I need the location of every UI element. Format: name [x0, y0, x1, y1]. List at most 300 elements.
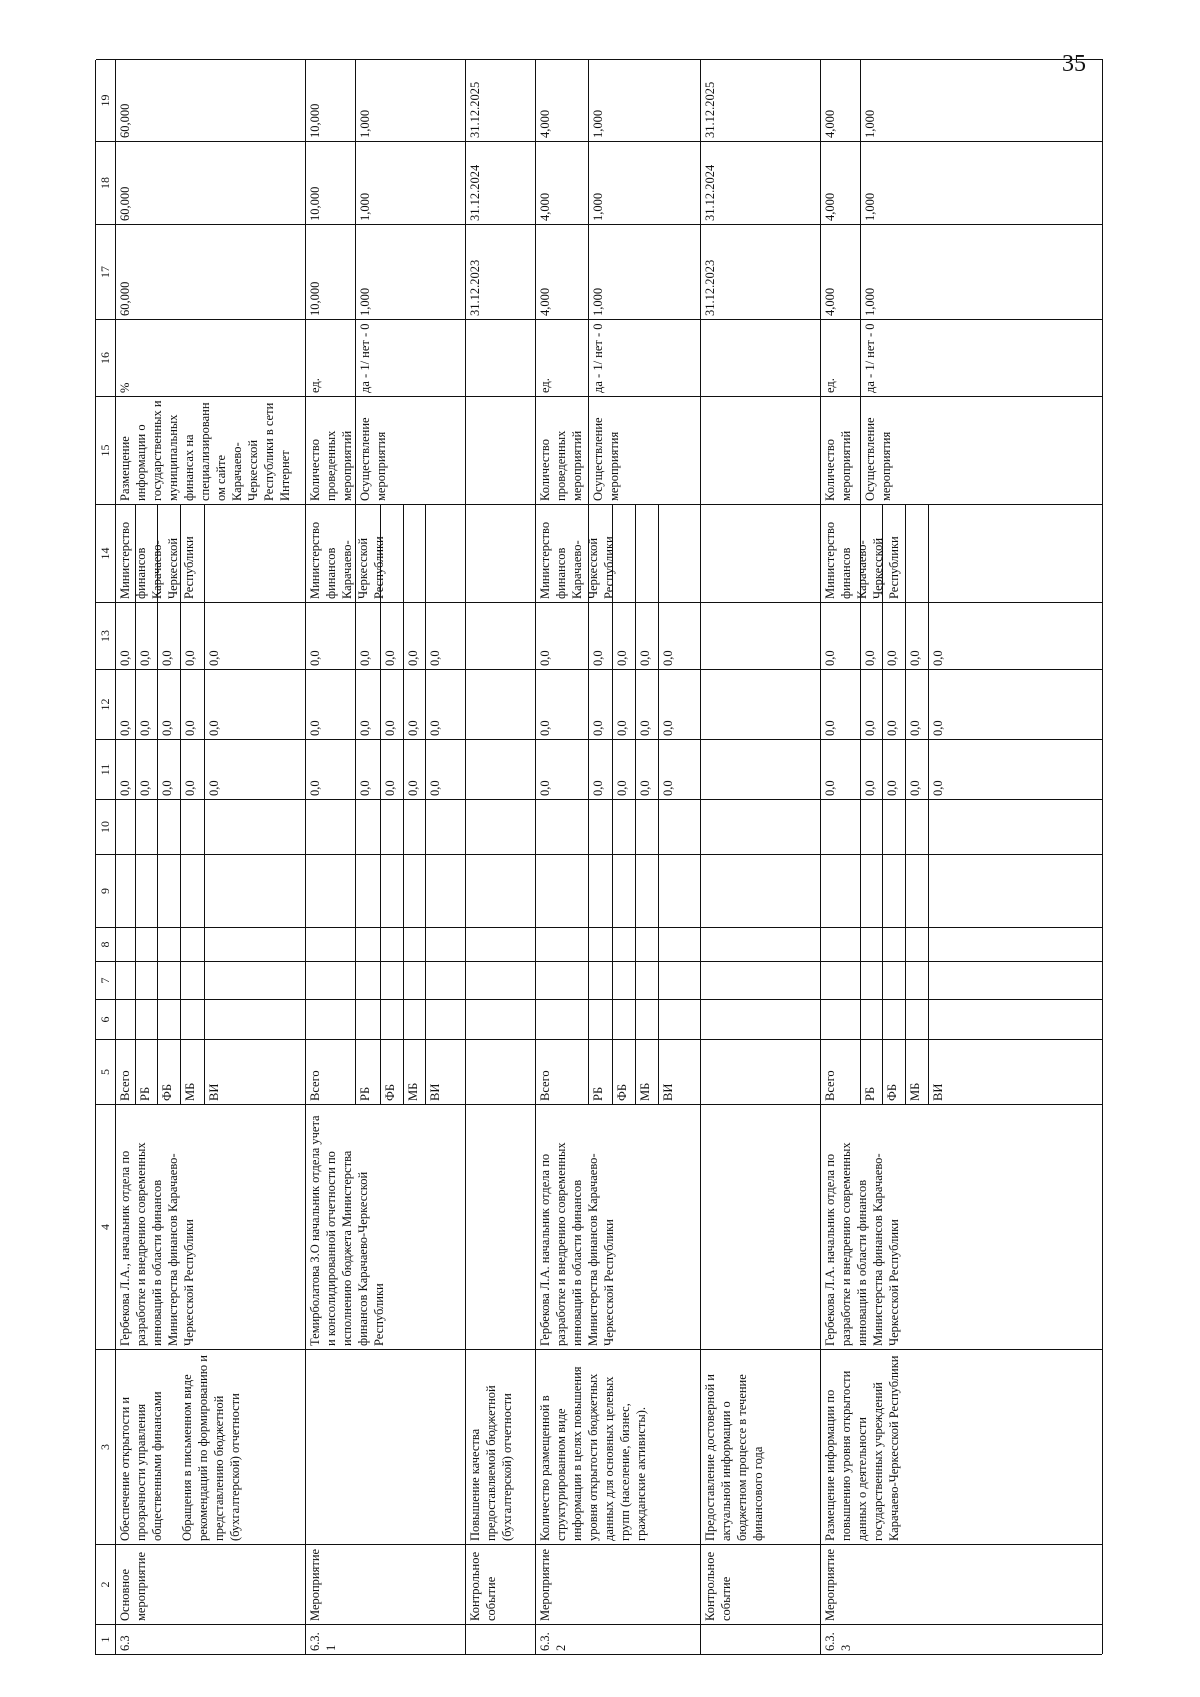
row-divider [612, 504, 613, 602]
empty-cell [536, 799, 589, 854]
empty-cell [659, 999, 701, 1039]
column-number-7: 7 [96, 961, 116, 999]
column-number-4: 4 [96, 1104, 116, 1349]
indicator-value-col18: 60,000 [116, 141, 306, 224]
empty-cell [116, 999, 136, 1039]
empty-cell [883, 961, 906, 999]
funding-value: 0,0 [158, 602, 181, 669]
indicator-value-col19: 10,000 [306, 59, 356, 141]
control-event-name: Предоставление достоверной и актуальной информации о бюджетном процессе в течение финансового года [701, 1349, 821, 1544]
row-divider [204, 504, 205, 602]
empty-cell [466, 396, 536, 504]
column-number-19: 19 [96, 59, 116, 141]
control-event-date: 31.12.2025 [466, 59, 536, 141]
empty-cell [116, 854, 136, 927]
empty-cell [136, 854, 158, 927]
empty-cell [861, 854, 883, 927]
empty-cell [929, 927, 1103, 961]
funding-value: 0,0 [181, 602, 205, 669]
funding-value: 0,0 [158, 669, 181, 739]
funding-value: 0,0 [613, 739, 636, 799]
funding-value: 0,0 [589, 739, 613, 799]
empty-cell [701, 927, 821, 961]
empty-cell [381, 927, 404, 961]
indicator-value-col17: 1,000 [861, 224, 1103, 319]
column-number-12: 12 [96, 669, 116, 739]
funding-value: 0,0 [861, 669, 883, 739]
funding-value: 0,0 [381, 739, 404, 799]
funding-value: 0,0 [589, 602, 613, 669]
indicator-value-col17: 1,000 [356, 224, 466, 319]
empty-cell [701, 999, 821, 1039]
empty-cell [701, 504, 821, 602]
empty-cell [466, 602, 536, 669]
funding-value: 0,0 [306, 602, 356, 669]
funding-source-label: ВИ [205, 1039, 306, 1104]
indicator-value-col19: 4,000 [536, 59, 589, 141]
activity-name [116, 1349, 306, 1544]
indicator-value-col18: 1,000 [356, 141, 466, 224]
empty-cell [701, 1104, 821, 1349]
control-event-date: 31.12.2023 [466, 224, 536, 319]
funding-source-label: ФБ [158, 1039, 181, 1104]
indicator-name: Осуществление мероприятия [861, 396, 1103, 504]
row-divider [403, 504, 404, 602]
empty-cell [466, 669, 536, 739]
funding-value: 0,0 [426, 739, 466, 799]
funding-source-label: МБ [636, 1039, 659, 1104]
row-divider [882, 504, 883, 602]
empty-cell [466, 504, 536, 602]
indicator-unit: ед. [536, 319, 589, 396]
activity-type: Мероприятие [306, 1544, 466, 1624]
empty-cell [306, 927, 356, 961]
row-divider [658, 504, 659, 602]
funding-value: 0,0 [306, 739, 356, 799]
empty-cell [861, 799, 883, 854]
executor: Министерство финансов Карачаево-Черкесской Республики [536, 504, 701, 602]
empty-cell [404, 927, 426, 961]
empty-cell [589, 961, 613, 999]
funding-value: 0,0 [136, 669, 158, 739]
indicator-value-col17: 1,000 [589, 224, 701, 319]
funding-source-label: РБ [356, 1039, 381, 1104]
empty-cell [861, 927, 883, 961]
row-number: 6.3 [116, 1624, 306, 1654]
indicator-value-col18: 10,000 [306, 141, 356, 224]
indicator-value-col17: 60,000 [116, 224, 306, 319]
row-divider [135, 504, 136, 602]
funding-value: 0,0 [356, 602, 381, 669]
indicator-value-col18: 4,000 [536, 141, 589, 224]
column-number-6: 6 [96, 999, 116, 1039]
row-divider [355, 504, 356, 602]
responsible-person: Гербекова Л.А., начальник отдела по разработке и внедрению современных инноваций в области финансов Министерства финансов Карачаево-Черкесской Республики [116, 1104, 306, 1349]
funding-value: 0,0 [381, 602, 404, 669]
empty-cell [381, 799, 404, 854]
empty-cell [701, 739, 821, 799]
empty-cell [613, 999, 636, 1039]
empty-cell [821, 927, 861, 961]
column-number-3: 3 [96, 1349, 116, 1544]
row-number-cell [466, 1624, 536, 1654]
activity-note-text: Обращения в письменном виде рекомендаций по формированию и представлению бюджетной (бухгалтерской) отчетности [180, 1355, 242, 1541]
empty-cell [356, 854, 381, 927]
empty-cell [701, 669, 821, 739]
empty-cell [821, 799, 861, 854]
indicator-name: Осуществление мероприятия [589, 396, 701, 504]
empty-cell [636, 999, 659, 1039]
page-number: 35 [1062, 51, 1086, 77]
empty-cell [906, 961, 929, 999]
empty-cell [404, 999, 426, 1039]
empty-cell [136, 799, 158, 854]
empty-cell [466, 1039, 536, 1104]
empty-cell [883, 999, 906, 1039]
column-number-11: 11 [96, 739, 116, 799]
indicator-unit: да - 1/ нет - 0 [861, 319, 1103, 396]
empty-cell [589, 927, 613, 961]
indicator-name: Количество проведенных мероприятий [306, 396, 356, 504]
empty-cell [136, 961, 158, 999]
empty-cell [821, 854, 861, 927]
row-divider [905, 504, 906, 602]
empty-cell [613, 799, 636, 854]
empty-cell [883, 799, 906, 854]
funding-value: 0,0 [404, 602, 426, 669]
empty-cell [636, 927, 659, 961]
empty-cell [536, 927, 589, 961]
empty-cell [181, 961, 205, 999]
funding-value: 0,0 [861, 602, 883, 669]
funding-source-label: МБ [404, 1039, 426, 1104]
indicator-unit: % [116, 319, 306, 396]
funding-value: 0,0 [536, 602, 589, 669]
funding-value: 0,0 [426, 669, 466, 739]
control-event-name: Повышение качества предоставляемой бюджетной (бухгалтерской) отчетности [466, 1349, 536, 1544]
funding-value: 0,0 [306, 669, 356, 739]
funding-source-label: Всего [116, 1039, 136, 1104]
empty-cell [821, 961, 861, 999]
funding-source-label: Всего [306, 1039, 356, 1104]
funding-value: 0,0 [929, 669, 1103, 739]
indicator-name: Осуществление мероприятия [356, 396, 466, 504]
funding-value: 0,0 [536, 669, 589, 739]
funding-value: 0,0 [929, 602, 1103, 669]
empty-cell [205, 999, 306, 1039]
empty-cell [426, 927, 466, 961]
empty-cell [466, 799, 536, 854]
responsible-person: Гербекова Л.А. начальник отдела по разработке и внедрению современных инноваций в области финансов Министерства финансов Карачаево-Черкесской Республики [536, 1104, 701, 1349]
column-number-8: 8 [96, 927, 116, 961]
funding-value: 0,0 [205, 602, 306, 669]
indicator-value-col18: 1,000 [589, 141, 701, 224]
program-activities-table [95, 60, 1102, 1655]
column-number-17: 17 [96, 224, 116, 319]
indicator-value-col19: 60,000 [116, 59, 306, 141]
funding-source-label: РБ [589, 1039, 613, 1104]
funding-value: 0,0 [821, 602, 861, 669]
funding-source-label: РБ [136, 1039, 158, 1104]
empty-cell [181, 999, 205, 1039]
funding-value: 0,0 [381, 669, 404, 739]
empty-cell [426, 854, 466, 927]
funding-value: 0,0 [821, 669, 861, 739]
empty-cell [589, 999, 613, 1039]
empty-cell [636, 854, 659, 927]
empty-cell [466, 961, 536, 999]
empty-cell [701, 396, 821, 504]
empty-cell [116, 927, 136, 961]
indicator-value-col17: 10,000 [306, 224, 356, 319]
funding-value: 0,0 [659, 739, 701, 799]
empty-cell [356, 999, 381, 1039]
empty-cell [306, 999, 356, 1039]
empty-cell [181, 854, 205, 927]
funding-source-label: МБ [181, 1039, 205, 1104]
empty-cell [659, 961, 701, 999]
empty-cell [929, 854, 1103, 927]
activity-type: Мероприятие [821, 1544, 1103, 1624]
control-event-date: 31.12.2024 [701, 141, 821, 224]
empty-cell [613, 854, 636, 927]
funding-source-label: ФБ [883, 1039, 906, 1104]
empty-cell [906, 799, 929, 854]
control-event-type: Контрольное событие [701, 1544, 821, 1624]
row-divider [588, 504, 589, 602]
funding-value: 0,0 [929, 739, 1103, 799]
funding-value: 0,0 [205, 739, 306, 799]
empty-cell [906, 999, 929, 1039]
control-event-date: 31.12.2025 [701, 59, 821, 141]
funding-value: 0,0 [636, 669, 659, 739]
funding-source-label: ВИ [659, 1039, 701, 1104]
funding-value: 0,0 [883, 739, 906, 799]
control-event-date: 31.12.2023 [701, 224, 821, 319]
empty-cell [659, 799, 701, 854]
empty-cell [426, 961, 466, 999]
empty-cell [136, 927, 158, 961]
empty-cell [883, 854, 906, 927]
empty-cell [116, 961, 136, 999]
empty-cell [356, 799, 381, 854]
executor: Министерство финансов Карачаево-Черкесской Республики [821, 504, 1103, 602]
funding-value: 0,0 [883, 602, 906, 669]
indicator-value-col19: 1,000 [356, 59, 466, 141]
empty-cell [929, 961, 1103, 999]
funding-source-label: ВИ [929, 1039, 1103, 1104]
empty-cell [381, 999, 404, 1039]
funding-value: 0,0 [356, 669, 381, 739]
indicator-value-col17: 4,000 [821, 224, 861, 319]
funding-source-label: МБ [906, 1039, 929, 1104]
row-number: 6.3.3 [821, 1624, 1103, 1654]
indicator-unit: ед. [306, 319, 356, 396]
indicator-unit: да - 1/ нет - 0 [589, 319, 701, 396]
column-number-1: 1 [96, 1624, 116, 1654]
funding-value: 0,0 [659, 602, 701, 669]
column-number-14: 14 [96, 504, 116, 602]
empty-cell [381, 854, 404, 927]
empty-cell [466, 1104, 536, 1349]
empty-cell [426, 799, 466, 854]
executor: Министерство финансов Карачаево-Черкесской Республики [116, 504, 306, 602]
empty-cell [404, 854, 426, 927]
activity-name: Количество размещенной в структурированном виде информации в целях повышения уровня открытости бюджетных данных для основных целевых групп (население, бизнес, гражданские активисты). [536, 1349, 701, 1544]
empty-cell [181, 927, 205, 961]
responsible-person: Темирболатова З.О начальник отдела учета и консолидированной отчетности по исполнению бюджета Министерства финансов Карачаево-Черкесской Республики [306, 1104, 466, 1349]
indicator-name: Размещение информации о государственных и муниципальных финансах на специализированном сайте Карачаево-Черкесской Республики в сети Интернет [116, 396, 306, 504]
indicator-name: Количество мероприятий [821, 396, 861, 504]
empty-cell [906, 927, 929, 961]
responsible-person: Гербекова Л.А. начальник отдела по разработке и внедрению современных инноваций в области финансов Министерства финансов Карачаево-Черкесской Республики [821, 1104, 1103, 1349]
funding-value: 0,0 [906, 602, 929, 669]
funding-source-label: ФБ [381, 1039, 404, 1104]
activity-name: Размещение информации по повышению уровня открытости данных о деятельности государственных учреждений Карачаево-Черкесской Республики [821, 1349, 1103, 1544]
empty-cell [205, 854, 306, 927]
empty-cell [158, 961, 181, 999]
column-number-15: 15 [96, 396, 116, 504]
empty-cell [701, 961, 821, 999]
empty-cell [536, 999, 589, 1039]
empty-cell [701, 854, 821, 927]
empty-cell [701, 799, 821, 854]
empty-cell [158, 999, 181, 1039]
empty-cell [205, 799, 306, 854]
row-divider [425, 504, 426, 602]
funding-value: 0,0 [861, 739, 883, 799]
empty-cell [861, 999, 883, 1039]
empty-cell [701, 602, 821, 669]
row-divider [928, 504, 929, 602]
indicator-value-col18: 4,000 [821, 141, 861, 224]
funding-source-label: ВИ [426, 1039, 466, 1104]
funding-value: 0,0 [116, 669, 136, 739]
funding-value: 0,0 [181, 669, 205, 739]
funding-value: 0,0 [906, 669, 929, 739]
empty-cell [589, 854, 613, 927]
control-event-date: 31.12.2024 [466, 141, 536, 224]
activity-type: Мероприятие [536, 1544, 701, 1624]
funding-value: 0,0 [883, 669, 906, 739]
indicator-unit: да - 1/ нет - 0 [356, 319, 466, 396]
funding-source-label: Всего [821, 1039, 861, 1104]
row-divider [635, 504, 636, 602]
empty-cell [205, 927, 306, 961]
empty-cell [701, 319, 821, 396]
funding-value: 0,0 [613, 602, 636, 669]
empty-cell [466, 999, 536, 1039]
column-number-18: 18 [96, 141, 116, 224]
funding-value: 0,0 [356, 739, 381, 799]
empty-cell [536, 854, 589, 927]
empty-cell [536, 961, 589, 999]
empty-cell [821, 999, 861, 1039]
indicator-value-col19: 1,000 [589, 59, 701, 141]
empty-cell [929, 999, 1103, 1039]
funding-value: 0,0 [426, 602, 466, 669]
column-number-13: 13 [96, 602, 116, 669]
empty-cell [181, 799, 205, 854]
funding-value: 0,0 [136, 739, 158, 799]
empty-cell [636, 961, 659, 999]
funding-value: 0,0 [536, 739, 589, 799]
empty-cell [158, 799, 181, 854]
funding-value: 0,0 [636, 739, 659, 799]
activity-name-text: Обеспечение открытости и прозрачности управления общественными финансами [118, 1391, 164, 1541]
funding-value: 0,0 [636, 602, 659, 669]
funding-value: 0,0 [136, 602, 158, 669]
empty-cell [136, 999, 158, 1039]
funding-value: 0,0 [821, 739, 861, 799]
indicator-value-col17: 4,000 [536, 224, 589, 319]
empty-cell [466, 927, 536, 961]
row-divider [860, 504, 861, 602]
row-divider [180, 504, 181, 602]
indicator-value-col19: 4,000 [821, 59, 861, 141]
empty-cell [404, 961, 426, 999]
column-number-10: 10 [96, 799, 116, 854]
empty-cell [929, 799, 1103, 854]
indicator-unit: ед. [821, 319, 861, 396]
row-divider [380, 504, 381, 602]
activity-name [306, 1349, 466, 1544]
empty-cell [636, 799, 659, 854]
funding-source-label: ФБ [613, 1039, 636, 1104]
column-number-9: 9 [96, 854, 116, 927]
funding-source-label: Всего [536, 1039, 589, 1104]
row-divider [157, 504, 158, 602]
funding-value: 0,0 [205, 669, 306, 739]
empty-cell [659, 854, 701, 927]
empty-cell [356, 927, 381, 961]
empty-cell [306, 854, 356, 927]
indicator-value-col19: 1,000 [861, 59, 1103, 141]
empty-cell [306, 961, 356, 999]
empty-cell [306, 799, 356, 854]
funding-value: 0,0 [116, 739, 136, 799]
empty-cell [659, 927, 701, 961]
empty-cell [466, 319, 536, 396]
column-number-16: 16 [96, 319, 116, 396]
empty-cell [466, 739, 536, 799]
indicator-name: Количество проведенных мероприятий [536, 396, 589, 504]
empty-cell [701, 1039, 821, 1104]
funding-source-label: РБ [861, 1039, 883, 1104]
funding-value: 0,0 [589, 669, 613, 739]
row-number-cell [701, 1624, 821, 1654]
empty-cell [158, 927, 181, 961]
empty-cell [404, 799, 426, 854]
empty-cell [205, 961, 306, 999]
empty-cell [426, 999, 466, 1039]
row-number: 6.3.1 [306, 1624, 466, 1654]
executor: Министерство финансов Карачаево-Черкесской Республики [306, 504, 466, 602]
funding-value: 0,0 [404, 669, 426, 739]
empty-cell [116, 799, 136, 854]
funding-value: 0,0 [116, 602, 136, 669]
funding-value: 0,0 [181, 739, 205, 799]
funding-value: 0,0 [659, 669, 701, 739]
empty-cell [906, 854, 929, 927]
empty-cell [883, 927, 906, 961]
empty-cell [466, 854, 536, 927]
funding-value: 0,0 [404, 739, 426, 799]
row-number: 6.3.2 [536, 1624, 701, 1654]
control-event-type: Контрольное событие [466, 1544, 536, 1624]
funding-value: 0,0 [906, 739, 929, 799]
funding-value: 0,0 [613, 669, 636, 739]
